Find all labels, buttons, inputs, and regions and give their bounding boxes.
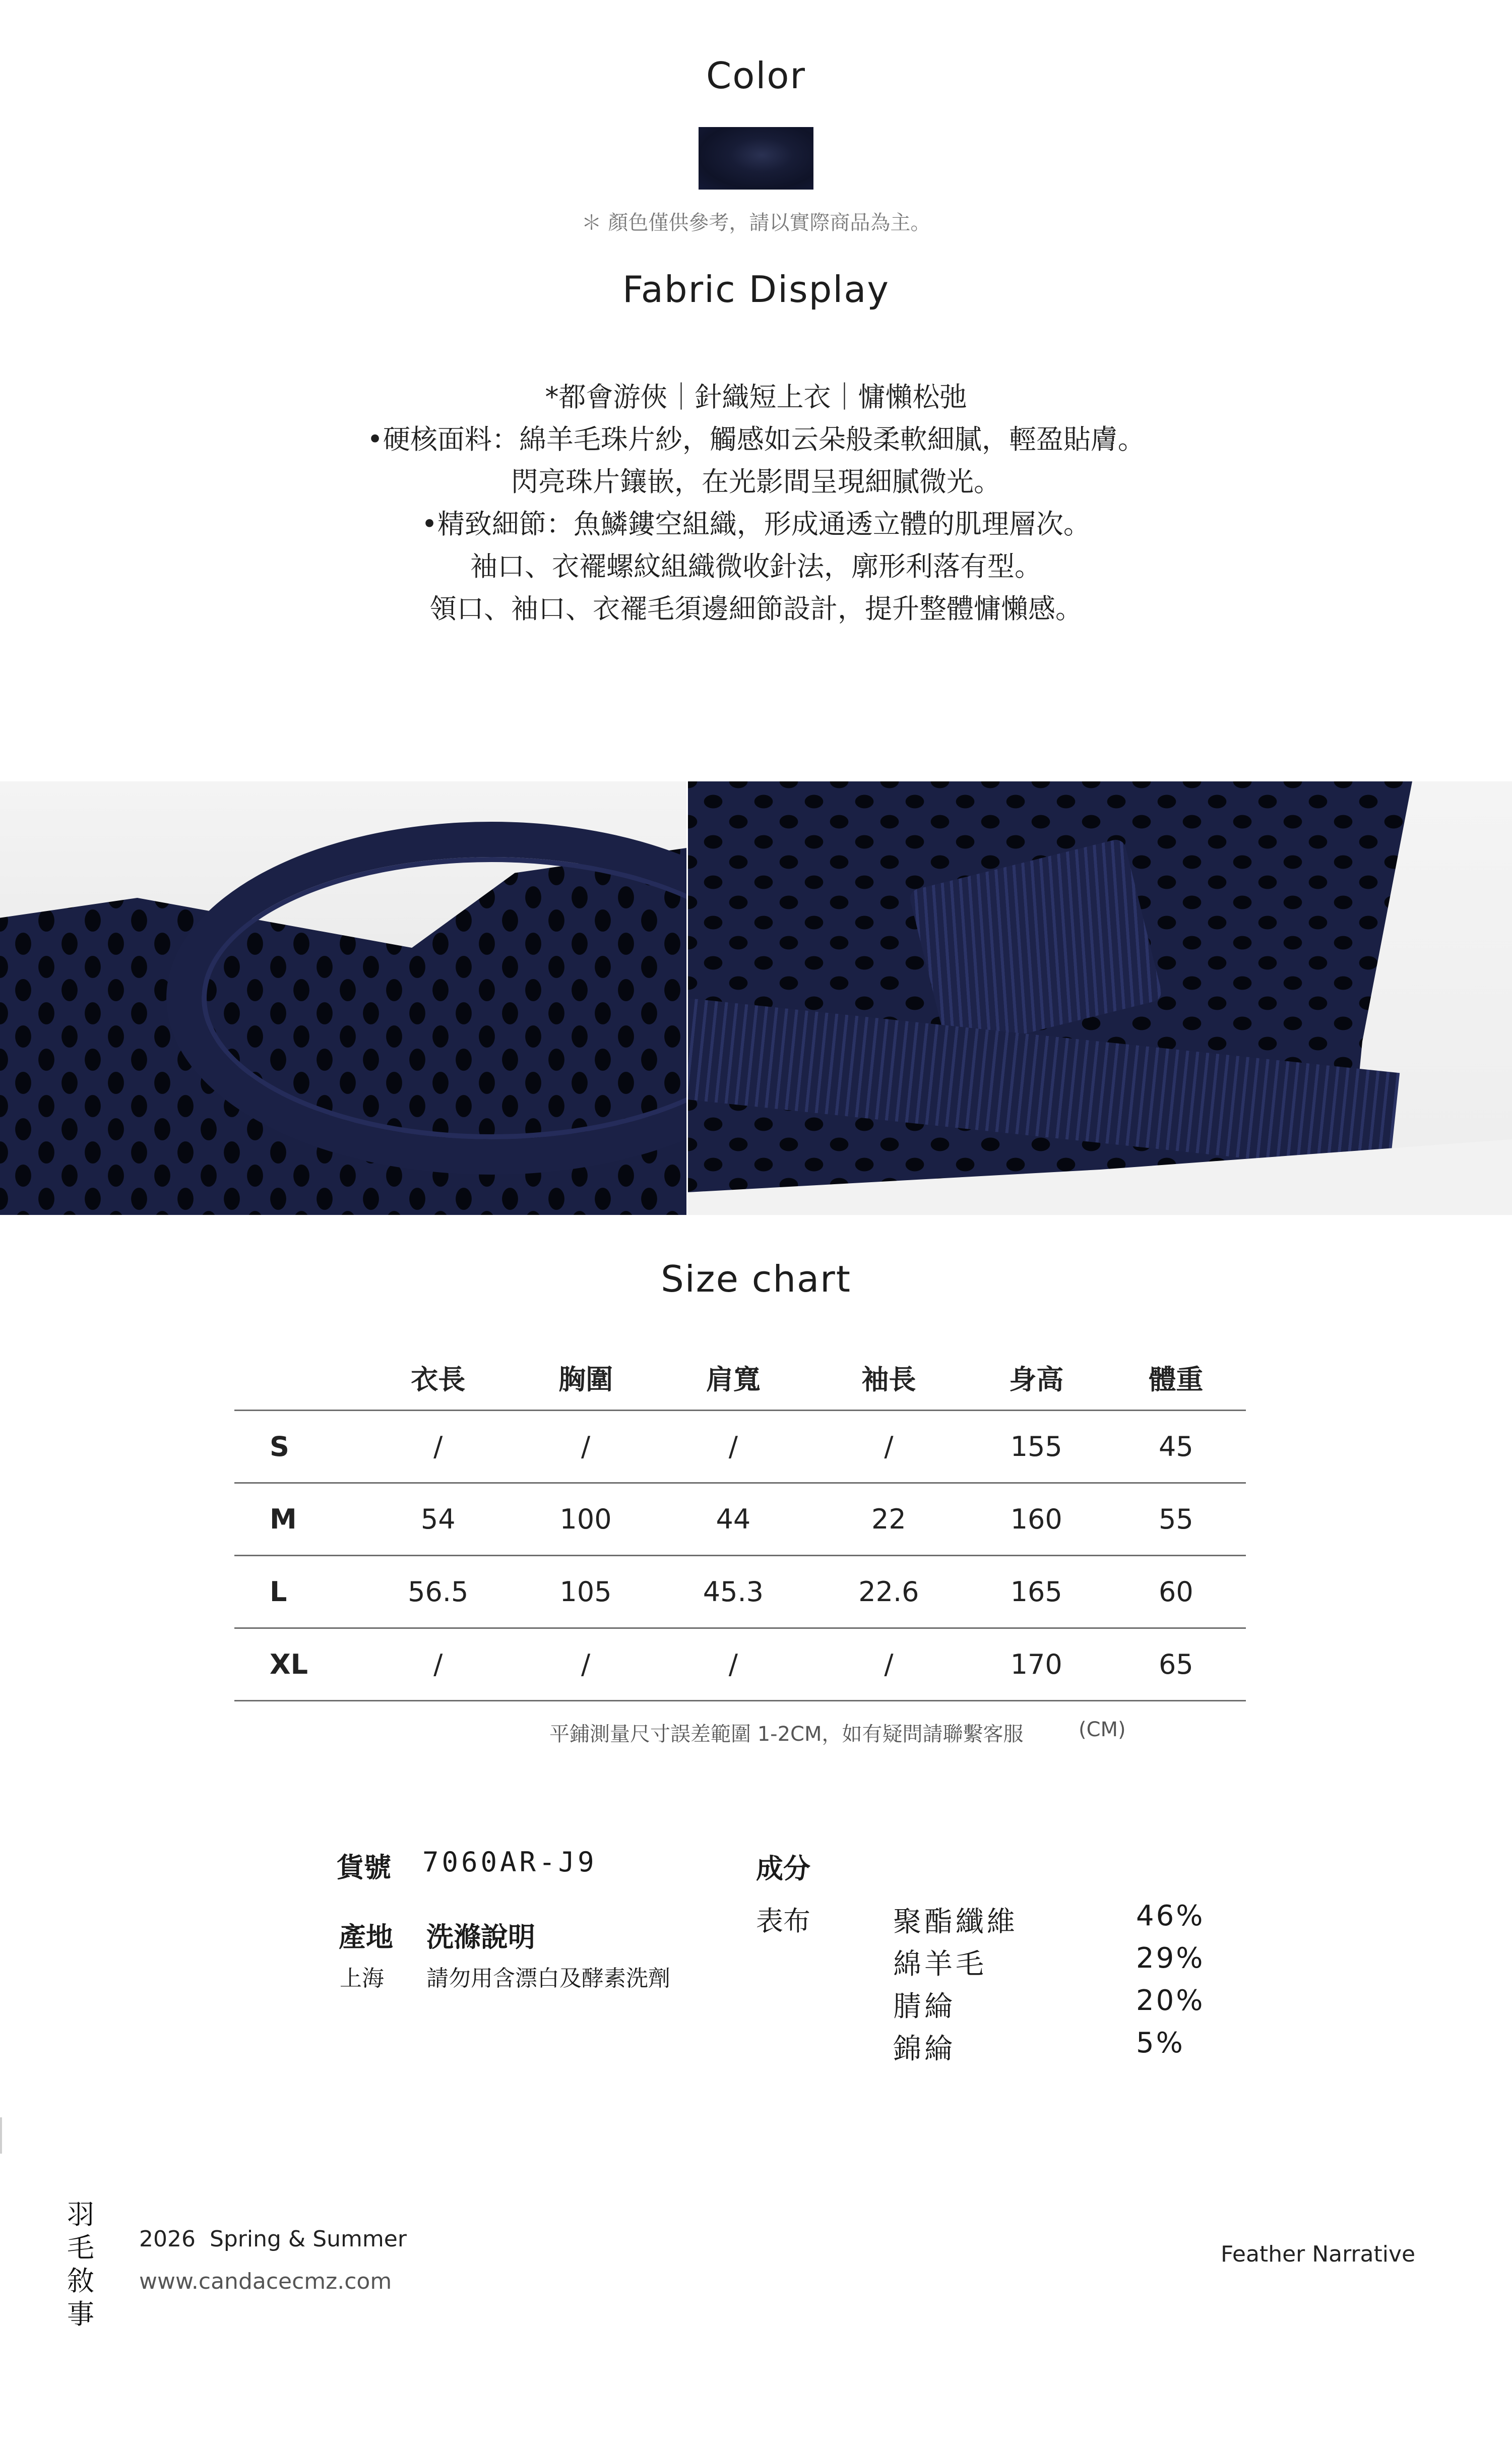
composition-pct: 29% [1136,1942,1205,1975]
table-row [234,1411,1246,1483]
table-cell: / [433,1431,443,1462]
table-cell: 45.3 [703,1576,764,1608]
table-cell: 44 [716,1503,751,1535]
table-cell: 170 [1010,1649,1062,1680]
column-header-chest: 胸圍 [558,1363,613,1395]
table-cell: / [728,1649,738,1680]
fabric-line: 袖口、衣襬螺紋組織微收針法，廓形利落有型。 [470,551,1042,582]
size-label: XL [270,1649,308,1680]
column-header-height: 身高 [1009,1363,1064,1395]
table-cell: 54 [420,1503,456,1535]
table-cell: 60 [1159,1576,1193,1608]
size-chart-unit: (CM) [1079,1718,1126,1741]
table-row [234,1628,1246,1701]
table-cell: 155 [1010,1431,1062,1462]
brand-char: 羽 [67,2199,94,2230]
brand-char: 毛 [67,2232,94,2264]
table-cell: 55 [1159,1503,1193,1535]
table-row [234,1483,1246,1556]
size-label: M [270,1503,297,1535]
composition-name: 聚酯纖維 [893,1906,1018,1938]
composition-label: 成分 [756,1853,810,1884]
table-cell: / [581,1649,591,1680]
fabric-line: 領口、袖口、衣襬毛須邊細節設計，提升整體慵懶感。 [429,593,1083,625]
table-cell: 22 [871,1503,906,1535]
composition-pct: 5% [1136,2027,1185,2059]
fabric-description [0,376,1512,630]
item-no-label: 貨號 [337,1852,391,1883]
column-header-shoulder: 肩寬 [706,1363,761,1395]
season-text: 2026 Spring & Summer [139,2226,407,2252]
size-table-header [234,1345,1246,1411]
color-note: ＊ 顏色僅供參考，請以實際商品為主。 [581,211,931,234]
table-cell: / [884,1431,894,1462]
size-chart-note: 平鋪測量尺寸誤差範圍 1-2CM，如有疑問請聯繫客服 [549,1723,1024,1746]
table-cell: / [581,1431,591,1462]
table-cell: 65 [1159,1649,1193,1680]
fabric-photo-hem [688,781,1512,1215]
column-header-sleeve: 袖長 [861,1363,916,1395]
column-header-length: 衣長 [411,1363,466,1395]
brand-vertical [66,2198,96,2331]
fabric-line: 閃亮珠片鑲嵌，在光影間呈現細膩微光。 [511,466,1001,498]
fabric-line: *都會游俠｜針織短上衣｜慵懶松弛 [545,381,967,413]
care-value: 請勿用含漂白及酵素洗劑 [426,1966,670,1991]
column-header-weight: 體重 [1149,1363,1204,1395]
table-cell: / [884,1649,894,1680]
fabric-title: Fabric Display [622,268,890,311]
table-cell: / [728,1431,738,1462]
size-label: S [270,1431,289,1462]
composition-pct: 20% [1136,1984,1205,2017]
edge-mark [0,2117,2,2154]
size-column-header [234,1345,360,1411]
fabric-line: •精致細節：魚鱗鏤空組織，形成通透立體的肌理層次。 [421,508,1091,540]
table-cell: 100 [559,1503,612,1535]
fabric-photo-collar [0,781,686,1215]
composition-name: 綿羊毛 [893,1948,987,1981]
composition-name: 錦綸 [893,2033,956,2065]
color-swatch-navy[interactable] [699,127,813,190]
size-label: L [270,1576,287,1608]
website-link[interactable]: www.candacecmz.com [139,2269,392,2294]
item-no-value: 7060AR-J9 [422,1846,597,1878]
table-cell: 56.5 [408,1576,469,1608]
origin-value: 上海 [340,1966,384,1991]
brand-english: Feather Narrative [1221,2241,1416,2267]
origin-label: 產地 [339,1921,393,1953]
table-cell: 160 [1010,1503,1062,1535]
shell-label: 表布 [756,1905,810,1937]
table-cell: 105 [559,1576,612,1608]
color-title: Color [706,54,806,97]
table-cell: / [433,1649,443,1680]
table-cell: 22.6 [858,1576,919,1608]
composition-name: 腈綸 [893,1990,956,2023]
brand-char: 敘 [67,2265,94,2297]
brand-char: 事 [67,2298,94,2330]
table-cell: 45 [1159,1431,1193,1462]
table-row [234,1556,1246,1628]
size-table [234,1345,1246,1701]
care-label: 洗滌說明 [426,1921,535,1953]
fabric-line: •硬核面料：綿羊毛珠片紗，觸感如云朵般柔軟細膩，輕盈貼膚。 [367,423,1145,455]
size-chart-title: Size chart [661,1258,851,1300]
table-cell: 165 [1010,1576,1062,1608]
composition-pct: 46% [1136,1900,1205,1932]
